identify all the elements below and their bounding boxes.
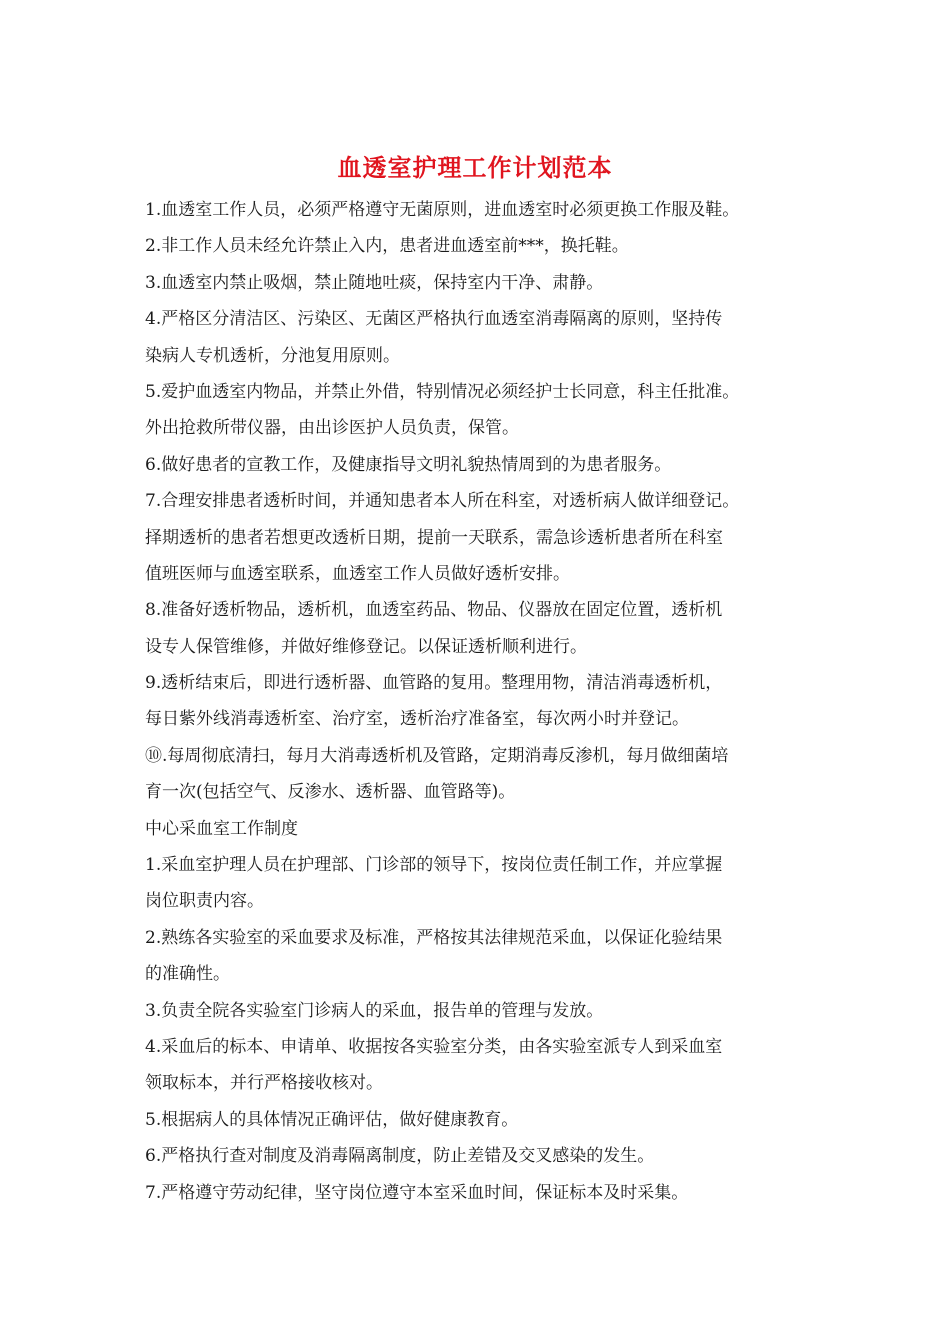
text-line: 每日紫外线消毒透析室、治疗室，透析治疗准备室，每次两小时并登记。	[145, 709, 689, 730]
text-line: 1.采血室护理人员在护理部、门诊部的领导下，按岗位责任制工作，并应掌握	[145, 855, 723, 876]
text-line: 育一次(包括空气、反渗水、透析器、血管路等)。	[145, 782, 516, 803]
text-line: 值班医师与血透室联系，血透室工作人员做好透析安排。	[145, 563, 570, 584]
text-line: 5.爱护血透室内物品，并禁止外借，特别情况必须经护士长同意，科主任批准。	[145, 381, 740, 402]
text-line: 岗位职责内容。	[145, 891, 264, 912]
text-line: 外出抢救所带仪器，由出诊医护人员负责，保管。	[145, 418, 519, 439]
text-line: 领取标本，并行严格接收核对。	[145, 1073, 383, 1094]
text-line: 6.做好患者的宣教工作，及健康指导文明礼貌热情周到的为患者服务。	[145, 454, 672, 475]
text-line: ⑩.每周彻底清扫，每月大消毒透析机及管路，定期消毒反渗机，每月做细菌培	[145, 745, 729, 766]
text-line: 的准确性。	[145, 964, 230, 985]
document-title: 血透室护理工作计划范本	[337, 153, 613, 182]
text-line: 4.严格区分清洁区、污染区、无菌区严格执行血透室消毒隔离的原则，坚持传	[145, 309, 723, 330]
text-line: 1.血透室工作人员，必须严格遵守无菌原则，进血透室时必须更换工作服及鞋。	[145, 200, 740, 220]
text-line: 2.熟练各实验室的采血要求及标准，严格按其法律规范采血，以保证化验结果	[145, 927, 723, 948]
text-line: 2.非工作人员未经允许禁止入内，患者进血透室前***，换托鞋。	[145, 236, 629, 257]
section-heading: 中心采血室工作制度	[145, 818, 298, 839]
text-line: 染病人专机透析，分池复用原则。	[145, 345, 400, 366]
text-line: 3.负责全院各实验室门诊病人的采血，报告单的管理与发放。	[145, 1000, 604, 1021]
text-line: 7.严格遵守劳动纪律，坚守岗位遵守本室采血时间，保证标本及时采集。	[145, 1182, 689, 1203]
text-line: 择期透析的患者若想更改透析日期，提前一天联系，需急诊透析患者所在科室	[145, 527, 723, 548]
text-line: 设专人保管维修，并做好维修登记。以保证透析顺利进行。	[145, 636, 587, 657]
text-line: 7.合理安排患者透析时间，并通知患者本人所在科室，对透析病人做详细登记。	[145, 491, 740, 512]
text-line: 5.根据病人的具体情况正确评估，做好健康教育。	[145, 1109, 519, 1130]
text-line: 8.准备好透析物品，透析机，血透室药品、物品、仪器放在固定位置，透析机	[145, 600, 723, 621]
document-body	[145, 192, 825, 1211]
text-line: 9.透析结束后，即进行透析器、血管路的复用。整理用物，清洁消毒透析机，	[145, 673, 723, 694]
text-line: 4.采血后的标本、申请单、收据按各实验室分类，由各实验室派专人到采血室	[145, 1036, 723, 1057]
text-line: 3.血透室内禁止吸烟，禁止随地吐痰，保持室内干净、肃静。	[145, 272, 604, 293]
text-line: 6.严格执行查对制度及消毒隔离制度，防止差错及交叉感染的发生。	[145, 1146, 655, 1167]
